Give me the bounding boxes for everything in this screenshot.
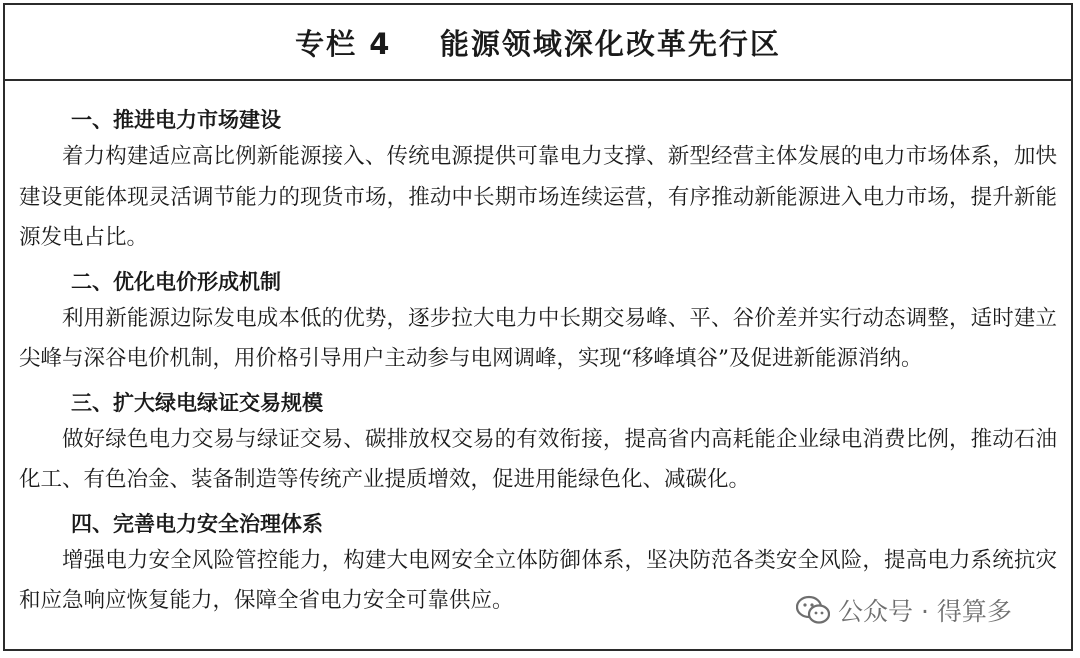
column-box xyxy=(3,3,1073,651)
section-paragraph: 做好绿色电力交易与绿证交易、碳排放权交易的有效衔接，提高省内高耗能企业绿电消费比例，推动石油化工、有色冶金、装备制造等传统产业提质增效，促进用能绿色化、减碳化。 xyxy=(19,426,1057,492)
watermark xyxy=(790,592,1018,628)
section-paragraph: 增强电力安全风险管控能力，构建大电网安全立体防御体系，坚决防范各类安全风险，提高电力系统抗灾和应急响应恢复能力，保障全省电力安全可靠供应。 xyxy=(19,547,1057,613)
section-heading: 一、推进电力市场建设 xyxy=(71,108,281,132)
box-title: 专栏 4 能源领域深化改革先行区 xyxy=(295,26,781,61)
box-content xyxy=(19,103,1057,628)
watermark-text: 公众号 · 得算多 xyxy=(838,597,1012,626)
section-heading: 四、完善电力安全治理体系 xyxy=(71,511,323,536)
section-3 xyxy=(19,386,1057,501)
section-2 xyxy=(19,265,1057,380)
section-paragraph: 着力构建适应高比例新能源接入、传统电源提供可靠电力支撑、新型经营主体发展的电力市场体系，加快建设更能体现灵活调节能力的现货市场，推动中长期市场连续运营，有序推动新能源进入电力市场，提升新能源发电占比。 xyxy=(19,144,1057,250)
section-1 xyxy=(19,103,1057,259)
section-paragraph: 利用新能源边际发电成本低的优势，逐步拉大电力中长期交易峰、平、谷价差并实行动态调整，适时建立尖峰与深谷电价机制，用价格引导用户主动参与电网调峰，实现“移峰填谷”及促进新能源消纳。 xyxy=(19,305,1057,371)
section-heading: 二、优化电价形成机制 xyxy=(71,269,281,294)
wechat-icon xyxy=(796,595,830,625)
section-heading: 三、扩大绿电绿证交易规模 xyxy=(71,390,323,415)
title-bar xyxy=(5,5,1071,81)
